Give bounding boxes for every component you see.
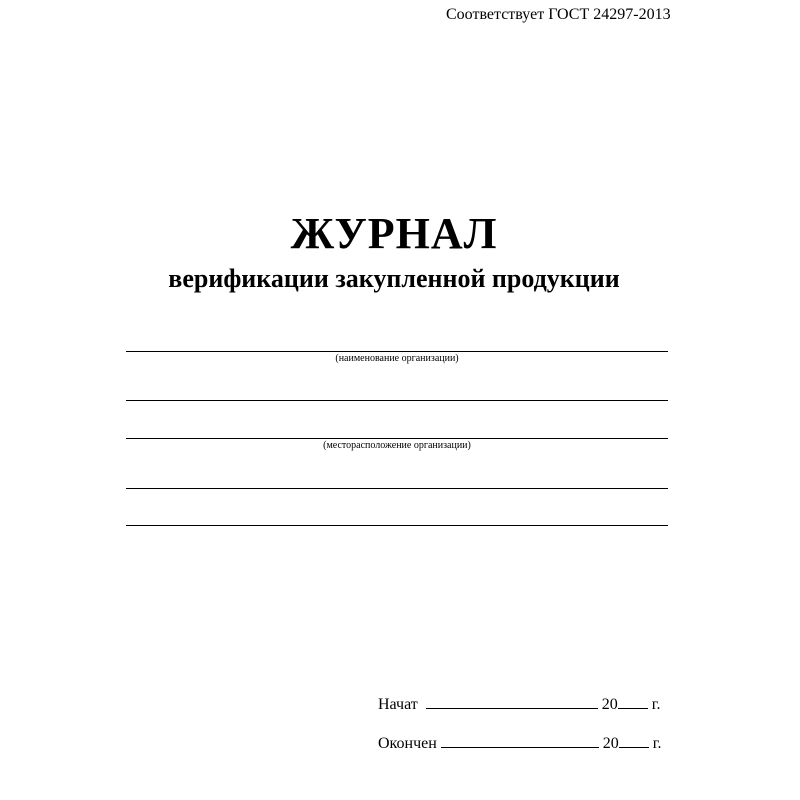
end-year-suffix: г. (652, 735, 662, 752)
end-year-blank[interactable] (619, 733, 649, 748)
org-location-line[interactable] (126, 438, 668, 439)
start-year-prefix: 20 (601, 696, 618, 713)
org-name-caption: (наименование организации) (335, 353, 459, 364)
journal-subtitle: верификации закупленной продукции (168, 264, 620, 293)
org-location-caption: (месторасположение организации) (323, 440, 471, 451)
start-year-blank[interactable] (618, 694, 648, 709)
start-date-row (378, 694, 661, 714)
gost-compliance-note: Соответствует ГОСТ 24297-2013 (446, 6, 671, 23)
end-date-blank[interactable] (441, 733, 599, 748)
end-date-label: Окончен (378, 735, 437, 752)
org-name-line[interactable] (126, 351, 668, 352)
journal-title: ЖУРНАЛ (290, 209, 498, 258)
start-year-suffix: г. (651, 696, 661, 713)
org-location-line-2[interactable] (126, 488, 668, 489)
org-location-line-3[interactable] (126, 525, 668, 526)
end-year-prefix: 20 (602, 735, 619, 752)
org-name-line-2[interactable] (126, 400, 668, 401)
end-date-row (378, 733, 662, 753)
start-date-blank[interactable] (426, 694, 598, 709)
start-date-label: Начат (378, 696, 418, 713)
